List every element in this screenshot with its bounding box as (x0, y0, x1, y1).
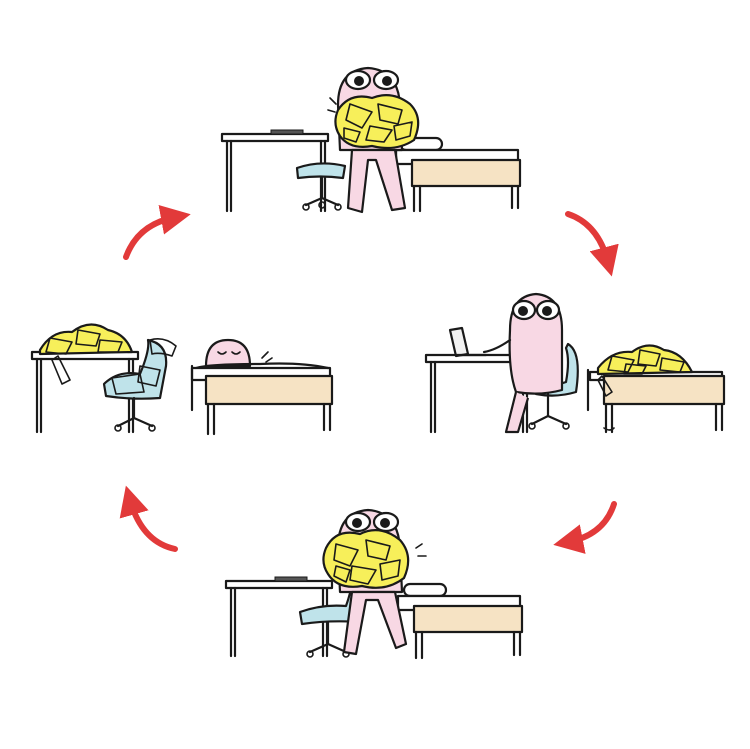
clothes-pile (323, 530, 408, 588)
panel-left (32, 324, 332, 434)
bed (396, 138, 520, 211)
sleeping-character (196, 340, 328, 368)
clothes-pile (335, 95, 418, 148)
bed (588, 370, 724, 432)
sock (604, 428, 614, 430)
laptop (450, 328, 486, 356)
arrow-bottom-left-icon (130, 500, 175, 549)
bed (398, 584, 522, 658)
bed (192, 366, 332, 434)
chair (297, 163, 345, 210)
arrow-top-right-icon (568, 214, 608, 262)
panel-bottom (226, 510, 522, 658)
arrow-top-left-icon (126, 217, 176, 257)
panel-top (222, 68, 520, 212)
panel-right (426, 294, 724, 432)
arrow-bottom-right-icon (568, 504, 614, 542)
